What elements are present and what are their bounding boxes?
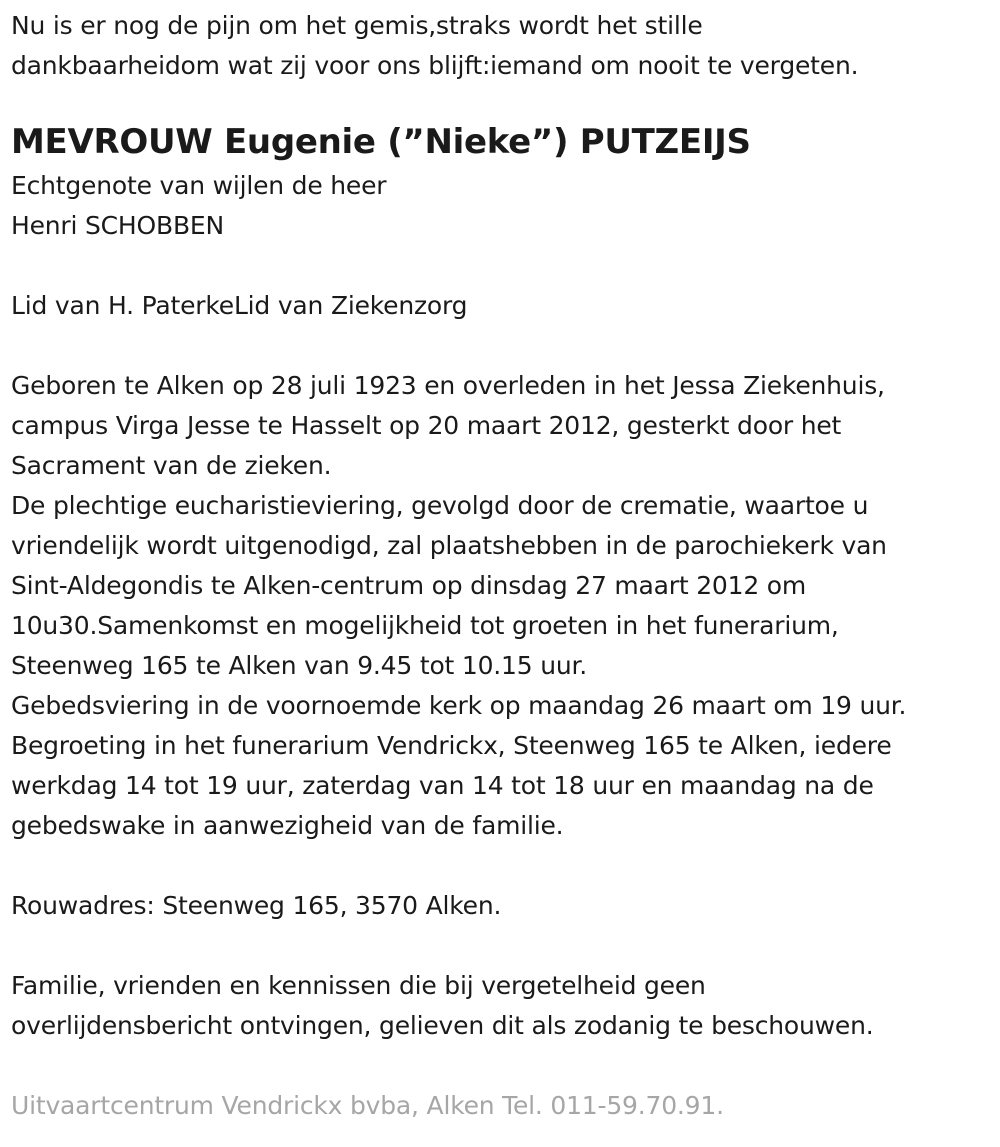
intro-quote	[11, 6, 991, 86]
funeral-home-footer: Uitvaartcentrum Vendrickx bvba, Alken Tel. 011-59.70.91.	[11, 1091, 724, 1120]
details-line: Sacrament van de zieken.	[11, 451, 332, 480]
spacer	[11, 1046, 991, 1086]
spouse-line: Henri SCHOBBEN	[11, 211, 224, 240]
funeral-details	[11, 366, 991, 846]
intro-line: dankbaarheidom wat zij voor ons blijft:iemand om nooit te vergeten.	[11, 51, 859, 80]
details-line: 10u30.Samenkomst en mogelijkheid tot groeten in het funerarium,	[11, 611, 839, 640]
intro-line: Nu is er nog de pijn om het gemis,straks wordt het stille	[11, 11, 703, 40]
notice-line: Familie, vrienden en kennissen die bij vergetelheid geen	[11, 971, 706, 1000]
memberships: Lid van H. PaterkeLid van Ziekenzorg	[11, 291, 468, 320]
mourning-address: Rouwadres: Steenweg 165, 3570 Alken.	[11, 891, 502, 920]
details-line: Gebedsviering in de voornoemde kerk op maandag 26 maart om 19 uur.	[11, 691, 907, 720]
details-line: Steenweg 165 te Alken van 9.45 tot 10.15 uur.	[11, 651, 588, 680]
details-line: gebedswake in aanwezigheid van de familie.	[11, 811, 564, 840]
spacer	[11, 926, 991, 966]
deceased-name: MEVROUW Eugenie (”Nieke”) PUTZEIJS	[11, 122, 751, 162]
details-line: vriendelijk wordt uitgenodigd, zal plaatshebben in de parochiekerk van	[11, 531, 887, 560]
spouse-line: Echtgenote van wijlen de heer	[11, 171, 387, 200]
spacer	[11, 246, 991, 286]
details-line: campus Virga Jesse te Hasselt op 20 maart 2012, gesterkt door het	[11, 411, 842, 440]
details-line: werkdag 14 tot 19 uur, zaterdag van 14 tot 18 uur en maandag na de	[11, 771, 874, 800]
notice-line: overlijdensbericht ontvingen, gelieven dit als zodanig te beschouwen.	[11, 1011, 874, 1040]
details-line: Geboren te Alken op 28 juli 1923 en overleden in het Jessa Ziekenhuis,	[11, 371, 885, 400]
details-line: De plechtige eucharistieviering, gevolgd door de crematie, waartoe u	[11, 491, 869, 520]
spouse-info	[11, 166, 991, 246]
details-line: Sint-Aldegondis te Alken-centrum op dinsdag 27 maart 2012 om	[11, 571, 807, 600]
obituary-notice	[11, 6, 991, 1126]
spacer	[11, 326, 991, 366]
spacer	[11, 846, 991, 886]
notice-paragraph	[11, 966, 991, 1046]
details-line: Begroeting in het funerarium Vendrickx, Steenweg 165 te Alken, iedere	[11, 731, 892, 760]
